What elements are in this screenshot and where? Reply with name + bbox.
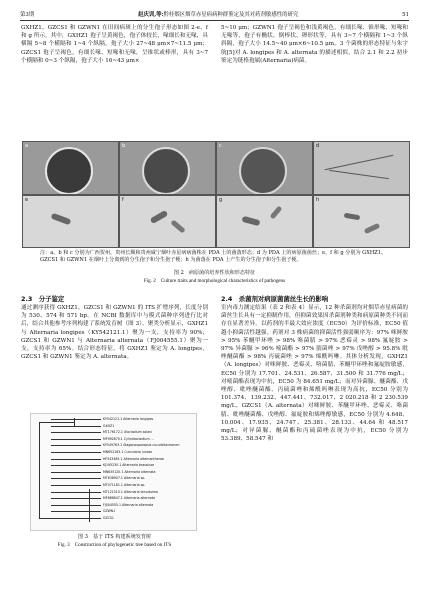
tree-taxon-label: MT176172.1 Ulocladium solani <box>103 430 153 435</box>
colony-b <box>142 147 190 195</box>
conidium-g1 <box>242 216 261 226</box>
panel-e <box>22 195 119 248</box>
tree-taxon-label: GXHZ1 <box>103 423 115 428</box>
figure-2-caption-en: Fig. 2 Culture traits and morphological characteristics of pathogens <box>143 278 286 284</box>
panel-label-h: h <box>316 197 320 203</box>
panel-g <box>216 195 313 248</box>
tree-leaf-branch <box>51 459 101 460</box>
panel-label-g: g <box>219 197 223 203</box>
tree-leaf-branch <box>51 419 101 420</box>
panel-label-e: e <box>25 197 29 203</box>
tree-leaf-branch <box>51 505 101 506</box>
tree-leaf-branch <box>51 426 101 427</box>
page-number-left: 第3期 <box>20 12 35 18</box>
panel-f <box>119 195 216 248</box>
section-2-3-heading: 2.3 分子鉴定 <box>21 295 65 303</box>
tree-taxon-label: MN635120.1 Alternaria alternata <box>103 469 156 474</box>
tree-taxon-label: KY542121.1 Alternaria longipes <box>103 417 154 421</box>
tree-leaf-branch <box>51 498 101 499</box>
conidium-f2 <box>170 219 185 233</box>
tree-taxon-label: HF543465.1 Alternaria alternantherae <box>103 456 164 461</box>
tree-leaf-branch <box>51 492 101 493</box>
running-header <box>20 4 409 21</box>
tree-root-line <box>39 422 40 518</box>
figure-2-caption-cn: 图 2 病原菌的培养性状和形态特征 <box>173 270 256 276</box>
tree-taxon-label: MT638907.1 Alternaria sp. <box>103 476 146 481</box>
conidium-e <box>51 213 72 225</box>
tree-taxon-label: GZCS1 <box>103 516 114 520</box>
col1-paragraph: GXHZ1、GZCS1 和 GZWN1 在田间病斑上的分生孢子形态如图 2-e、f 和 g 所示。其中，GXHZ1 孢子呈黄褐色，孢子体较长，喙细长和无喙，具横隔 5~8 个横隔和 1~4 个纵隔，孢子大小 27~48 μm×7~11.5 μm；GZCS1 孢子呈褐色，有细长喙、短喙和无喙，呈锥状或棒形，具有 3~7 个横隔和 0~3 个纵隔，孢子大小 16~43 μm× <box>21 25 208 64</box>
panel-h <box>313 195 410 248</box>
colony-c <box>239 147 287 195</box>
tree-taxon-label: MF686847.1 Alternaria alternata <box>103 496 155 501</box>
panel-c <box>216 141 313 195</box>
tree-taxon-label: MT071181.1 Alternaria sp. <box>103 483 146 487</box>
tree-leaf-branch <box>51 485 101 486</box>
panel-d <box>313 141 410 195</box>
conidium-h1 <box>344 213 361 221</box>
col2-paragraph: 5~10 μm；GZWN1 孢子呈褐色和浅黄褐色，有细长喙、锥形喙、短喙和无喙等，孢子有椭状、倒棒状、卵形状等，具有 3~7 个横隔和 1~3 个纵斜隔，孢子大小 14.5~40 μm×6~10.5 μm。3 个菌株的形态特征与朱宇航[5]对 A. longipes 和 A. alternata 的描述相似，结合 2.1 和 2.2 初步鉴定为链格孢属(Alternaria)病菌。 <box>221 25 408 64</box>
hypha-line-2 <box>329 170 389 179</box>
running-title-text: 黔桂烟区烟草赤星病病种群鉴定及其对药剂敏感性的研究 <box>163 12 299 18</box>
tree-leaf-branch <box>51 439 101 440</box>
tree-taxon-label: MN652163.1 Curvularia lunata <box>103 450 152 454</box>
page-number-right: 51 <box>402 12 409 18</box>
panel-b <box>119 141 216 195</box>
tree-leaf-branch <box>51 518 101 519</box>
panel-label-d: d <box>316 143 320 149</box>
panel-label-a: a <box>25 143 29 149</box>
tree-leaf-branch <box>51 511 101 512</box>
figure-2-note: 注：a、b 和 c 分别为广西贺州、贵州长顺和贵州威宁烟叶赤星病病菌株在 PDA 上的菌落形态；d 为 PDA 上的病原菌菌丝；e、f 和 g 分别为 GXHZ1、GZCS1 和 GZWN1 在烟叶上分离到的分生孢子和分生孢子梗；h 为菌落在 PDA 上产生的分生孢子和分生孢子梗。 <box>40 250 387 263</box>
tree-leaf-branch <box>51 478 101 479</box>
section-2-4-body: 室内毒力测定结果（表 2 和表 4）显示，12 种杀菌剂均对烟草赤星病菌的菌丝生长具有一定抑制作用，但抑菌效果因杀菌剂种类和病原菌种类不同而存在显著差异。以药剂的半最大效应浓度（EC50）为评价标准，EC50 值越小抑菌活性越强。药剂对 3 株病菌的抑菌活性强弱顺序为：97% 咪鲜胺 > 95% 苯醚甲环唑 > 98% 咯菌腈 > 97% 恶霉灵 > 98% 氟啶胺 > 97% 异菌脲 > 96% 嘧菌酯 > 97% 腈菌唑 > 97% 戊唑醇 > 95.8% 吡唑醚菌酯 > 98% 丙硫菌唑 > 97% 烯酰吗啉。其体分析发现，GXHZ1（A. longipes）对咪鲜胺、恶霉灵、咯菌腈、苯醚甲环唑和氟啶胺敏感，EC50 分别为 17.701、24.531、26.587、31.500 和 31.776 mg/L；对嘧菌酯表现为中抗，EC50 为 84.651 mg/L；而对异菌脲、醚菌酯、戊唑醇、吡唑醚菌酯、丙硫菌唑和烯酰吗啉表现为高抗，EC50 分别为 101.374、139.232、447.441、732.017、2 020.218 和 2 230.539 mg/L。GZCS1（A. alternata）对咪鲜胺、苯醚甲环唑、恶霉灵、咯菌腈、吡唑醚菌酯、戊唑醇、氟啶胺和烯唑醇敏感，EC50 分别为 4.648、10.004、17.935、24.747、25.381、28.133、44.64 和 48.517 mg/L；对异菌脲、醚菌酯和丙硫菌唑表现为中抗，EC50 分别为 53.389、58.547 和 <box>221 305 408 443</box>
panel-label-c: c <box>219 143 222 149</box>
conidium-g2 <box>270 206 283 220</box>
section-2-3-body: 通过测序获得 GXHZ1、GZCS1 和 GZWN1 的 ITS 扩增序列，长度分别为 530、574 和 571 bp。在 NCBI 数据库中与模式菌种序列进行比对后，结合其他参考序列构建了系统发育树（图 3）。聚类分析显示，GXHZ1 与 Alternaria longipes（KY542121.1）聚为一支，支持率为 90%；GZCS1 和 GZWN1 与 Alternaria alternata（FJ004555.1）聚为一支，支持率为 65%。结合形态特征，将 GXHZ1 鉴定为 A. longipes，GZCS1 和 GZWN1 鉴定为 A. alternata。 <box>21 305 208 361</box>
tree-taxon-label: MF992870.1 Cylindrocladium ... <box>103 436 154 441</box>
tree-branch-top <box>39 422 74 423</box>
tree-leaf-branch <box>51 432 101 433</box>
colony-a <box>45 147 93 195</box>
conidium-f1 <box>150 210 169 224</box>
figure-3-caption-en: Fig. 3 Construction of phylogenetic tree based on ITS <box>57 542 172 548</box>
figure-3-caption-cn: 图 3 基于 ITS 构建系统发育树 <box>77 534 152 540</box>
running-title <box>138 10 298 18</box>
tree-leaf-branch <box>51 452 101 453</box>
conidium-h2 <box>364 223 381 234</box>
tree-taxon-label: FJ004555.1 Alternaria alternata <box>103 502 154 507</box>
panel-a <box>22 141 119 195</box>
tree-leaf-branch <box>51 445 101 446</box>
section-2-4-heading: 2.4 杀菌剂对病原菌菌丝生长的影响 <box>221 295 329 303</box>
running-authors: 赵庆训,等: <box>138 12 164 18</box>
tree-taxon-label: KJ195230.1 Alternaria brassicae <box>103 463 155 468</box>
panel-label-b: b <box>122 143 126 149</box>
hypha-line <box>325 155 394 171</box>
tree-taxon-label: MT121510.1 Alternaria tenuissima <box>103 489 158 494</box>
tree-taxon-label: GZWN1 <box>103 509 116 514</box>
phylogenetic-tree <box>30 413 197 531</box>
tree-leaf-branch <box>51 472 101 473</box>
panel-label-f: f <box>122 197 124 203</box>
tree-leaf-branch <box>51 465 101 466</box>
tree-taxon-label: KY549763.1 Stagonosporopsis cucurbitacearum <box>103 443 180 448</box>
figure-2-panels <box>22 141 408 246</box>
